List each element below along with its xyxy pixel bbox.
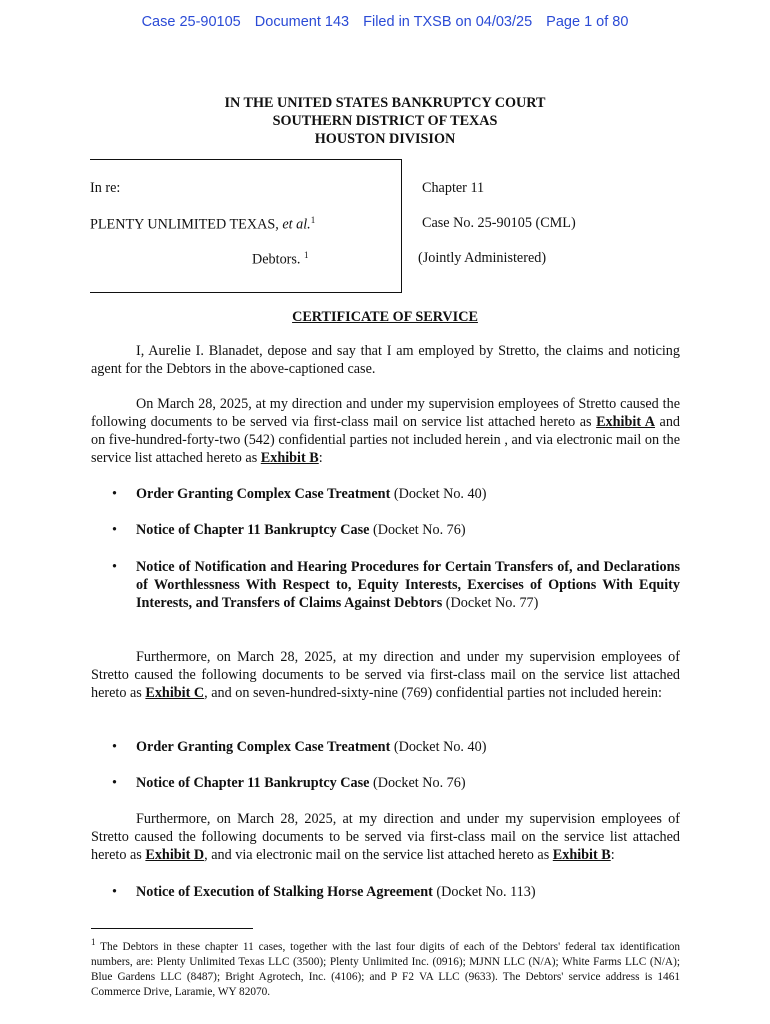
document-number-stamp: Document 143 (254, 14, 350, 30)
footnote-text: The Debtors in these chapter 11 cases, together with the last four digits of each of the Debtors' federal tax identification numbers, are: Plenty Unlimited Texas LLC (3500); Plenty Unlimited Inc. (0916); MJNN LLC (N/A); White Farms LLC (N/A); Blue Gardens LLC (8487); Bright Agrotech, Inc. (4106); and P F2 VA LLC (9633). The Debtors' service address is 1461 Commerce Drive, Laramie, WY 82070. (91, 940, 680, 998)
footnote-marker: 1 (91, 937, 96, 947)
exhibit-b-ref: Exhibit B (552, 847, 611, 863)
in-re-label: In re: (90, 180, 121, 196)
service-paragraph-1: On March 28, 2025, at my direction and under my supervision employees of Stretto caused the following documents to be served via first-class mail on service list attached hereto as Exhibit A and on five-hundred-forty-two (542) confidential parties not included herein , and via electronic mail on the service list attached hereto as Exhibit B: (91, 396, 681, 466)
chapter-label: Chapter 11 (422, 180, 485, 196)
debtors-footnote-ref: 1 (304, 250, 309, 260)
filed-date-stamp: Filed in TXSB on 04/03/25 (363, 14, 533, 30)
list-item: • Notice of Notification and Hearing Procedures for Certain Transfers of, and Declarations of Worthlessness With Respect to, Equity Interests, Exercises of Options With Equity Interests, and Transfers of Claims Against Debtors (Docket No. 77) (112, 559, 680, 611)
list-item: • Notice of Chapter 11 Bankruptcy Case (Docket No. 76) (112, 522, 466, 538)
service-paragraph-2: Furthermore, on March 28, 2025, at my direction and under my supervision employees of Stretto caused the following documents to be served via first-class mail on the service list attached hereto as Exhibit C, and on seven-hundred-sixty-nine (769) confidential parties not included herein: (91, 649, 680, 701)
court-district: SOUTHERN DISTRICT OF TEXAS (272, 113, 498, 129)
list-item: • Order Granting Complex Case Treatment (Docket No. 40) (112, 739, 487, 755)
bullet-icon: • (112, 775, 117, 791)
exhibit-a-ref: Exhibit A (596, 414, 656, 430)
filing-header-stamp (0, 14, 770, 30)
et-al-text: et al. (282, 216, 311, 233)
case-caption (90, 159, 690, 293)
exhibit-c-ref: Exhibit C (145, 685, 205, 701)
intro-paragraph (91, 342, 680, 378)
list-item: • Order Granting Complex Case Treatment (Docket No. 40) (112, 486, 487, 502)
bullet-icon: • (112, 522, 117, 538)
page-count-stamp: Page 1 of 80 (546, 14, 629, 30)
administration-note: (Jointly Administered) (418, 250, 547, 266)
bullet-icon: • (112, 486, 117, 502)
debtor-name (90, 215, 315, 234)
debtors-label-text: Debtors. (252, 251, 301, 268)
court-name: IN THE UNITED STATES BANKRUPTCY COURT (224, 95, 546, 111)
exhibit-b-ref: Exhibit B (260, 450, 319, 466)
bullet-icon: • (112, 739, 117, 755)
list-item: • Notice of Chapter 11 Bankruptcy Case (Docket No. 76) (112, 775, 466, 791)
bullet-icon: • (112, 884, 117, 900)
debtor-name-text: PLENTY UNLIMITED TEXAS, (90, 216, 279, 233)
debtor-footnote-ref: 1 (310, 215, 316, 225)
case-number-stamp: Case 25-90105 (141, 14, 241, 30)
list-item: • Notice of Execution of Stalking Horse Agreement (Docket No. 113) (112, 884, 536, 900)
debtors-label (252, 250, 309, 269)
case-number: Case No. 25-90105 (CML) (422, 215, 576, 231)
footnote (91, 935, 680, 1000)
service-paragraph-3: Furthermore, on March 28, 2025, at my direction and under my supervision employees of Stretto caused the following documents to be served via first-class mail on the service list attached hereto as Exhibit D, and via electronic mail on the service list attached hereto as Exhibit B: (91, 811, 680, 863)
court-heading (0, 94, 770, 148)
footnote-divider (91, 928, 253, 929)
bullet-icon: • (112, 559, 117, 575)
document-title: CERTIFICATE OF SERVICE (292, 309, 478, 325)
exhibit-d-ref: Exhibit D (145, 847, 205, 863)
court-division: HOUSTON DIVISION (314, 131, 456, 147)
intro-text: I, Aurelie I. Blanadet, depose and say that I am employed by Stretto, the claims and noticing agent for the Debtors in the above-captioned case. (91, 343, 680, 377)
